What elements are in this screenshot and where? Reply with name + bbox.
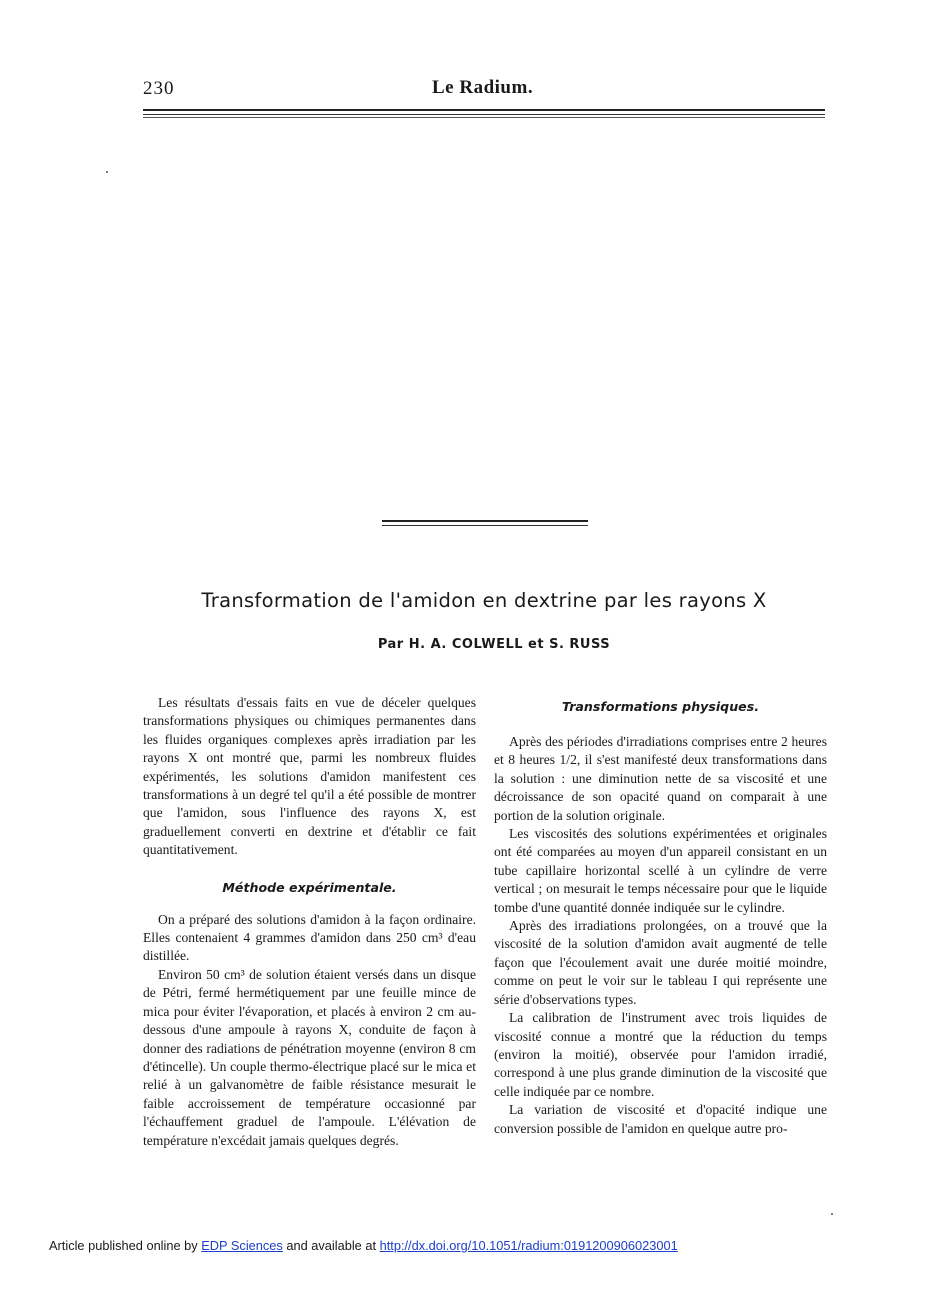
left-column [143, 694, 476, 1150]
publication-footer [49, 1238, 678, 1253]
article-byline: Par H. A. COLWELL et S. RUSS [377, 637, 611, 652]
doi-link[interactable]: http://dx.doi.org/10.1051/radium:0191200906023001 [379, 1238, 678, 1253]
header-rule-thin-lower [143, 117, 825, 118]
journal-title: Le Radium. [432, 77, 534, 98]
footer-prefix: Article published online by [49, 1238, 198, 1253]
intro-paragraph: Les résultats d'essais faits en vue de déceler quelques transformations physiques ou chimiques permanentes dans les fluides organiques complexes après irradiation par les rayons X ont montré que, parmi les nombreux fluides expérimentés, les solutions d'amidon manifestent ces transformations à un degré tel qu'il a été possible de montrer que l'amidon, sous l'influence des rayons X, est graduellement converti en dextrine et d'établir ce fait quantitativement. [143, 695, 476, 858]
header-rule [143, 109, 825, 111]
scan-speck [831, 1213, 833, 1215]
body-paragraph: Après des irradiations prolongées, on a trouvé que la viscosité de la solution d'amidon avait augmenté de telle façon que l'écoulement avait une durée moitié moindre, comme on peut le voir sur le tableau I qui représente une série d'observations types. [494, 918, 827, 1007]
article-separator-thin [382, 525, 588, 526]
publisher-link[interactable]: EDP Sciences [201, 1238, 283, 1253]
body-paragraph: Les viscosités des solutions expérimentées et originales ont été comparées au moyen d'un appareil consistant en un tube capillaire horizontal scellé à un cylindre de verre vertical ; on mesurait le temps nécessaire pour que le liquide tombe d'une quantité donnée indiquée sur le cylindre. [494, 826, 827, 915]
body-paragraph: La variation de viscosité et d'opacité indique une conversion possible de l'amidon en quelque autre pro- [494, 1102, 827, 1136]
right-column [494, 698, 827, 1138]
section-heading-methode: Méthode expérimentale. [222, 879, 397, 895]
scan-speck [106, 171, 108, 173]
body-paragraph: On a préparé des solutions d'amidon à la façon ordinaire. Elles contenaient 4 grammes d'amidon dans 250 cm³ d'eau distillée. [143, 911, 476, 964]
header-rule-thin [143, 114, 825, 115]
section-heading-transformations: Transformations physiques. [562, 699, 759, 714]
body-paragraph: Après des périodes d'irradiations comprises entre 2 heures et 8 heures 1/2, il s'est manifesté deux transformations dans la solution : une diminution nette de sa viscosité et une décroissance de son opacité quand on comparait à une portion de la solution originale. [494, 734, 827, 823]
body-paragraph: La calibration de l'instrument avec trois liquides de viscosité connue a montré que la réduction du temps (environ la moitié), observée pour l'amidon irradié, correspond à une plus grande diminution de la viscosité que celle indiquée par ce nombre. [494, 1010, 827, 1099]
page-number: 230 [143, 78, 175, 99]
footer-middle: and available at [286, 1238, 377, 1253]
article-separator [382, 520, 588, 522]
article-title: Transformation de l'amidon en dextrine par les rayons X [201, 589, 767, 612]
body-paragraph: Environ 50 cm³ de solution étaient versés dans un disque de Pétri, fermé hermétiquement par une feuille mince de mica pour éviter l'évaporation, et placés à environ 2 cm au-dessous d'une ampoule à rayons X, conduite de façon à donner des radiations de pénétration moyenne (environ 8 cm d'étincelle). Un couple thermo-électrique placé sur le mica et relié à un galvanomètre de faible résistance mesurait le faible accroissement de température occasionné par l'échauffement graduel de l'ampoule. L'élévation de température n'excédait jamais quelques degrés. [143, 966, 476, 1148]
